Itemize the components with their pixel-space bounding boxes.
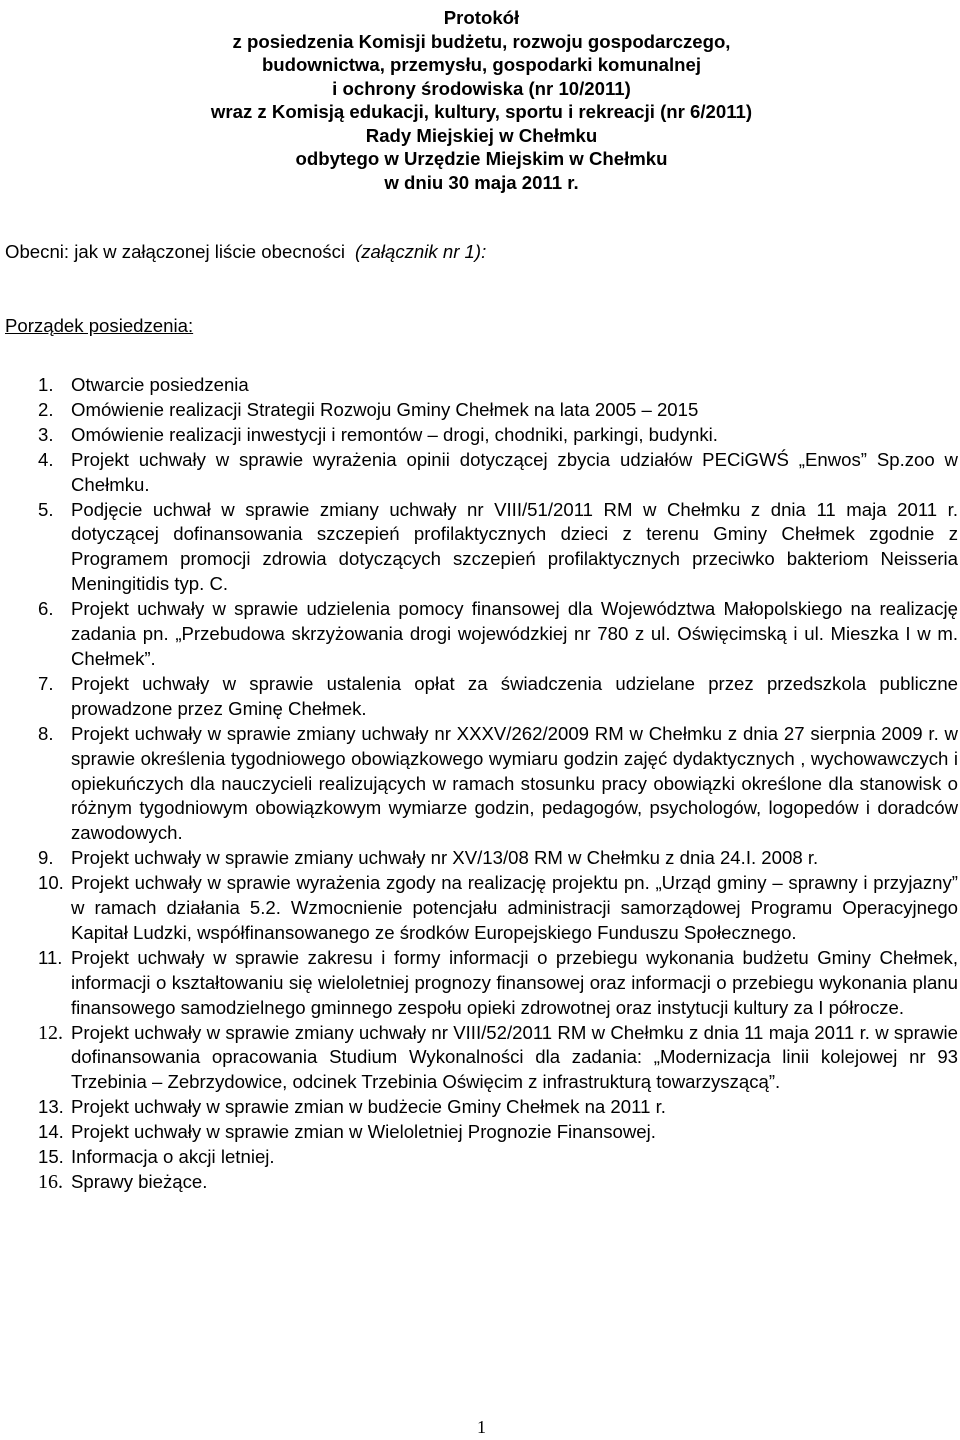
agenda-item-number: 10. [38, 872, 64, 894]
agenda-item [5, 846, 958, 871]
agenda-item-number: 15. [38, 1146, 64, 1168]
agenda-item-number: 12. [38, 1021, 63, 1044]
agenda-item [5, 597, 958, 672]
document-title [5, 6, 958, 194]
agenda-item-text: Projekt uchwały w sprawie zmian w budżecie Gminy Chełmek na 2011 r. [71, 1096, 666, 1118]
agenda-item-number: 13. [38, 1096, 64, 1118]
agenda-item [5, 398, 958, 423]
agenda-item-text: Sprawy bieżące. [71, 1171, 208, 1192]
attendance-note: (załącznik nr 1): [355, 241, 487, 262]
agenda-item-number: 6. [38, 598, 54, 620]
title-line: z posiedzenia Komisji budżetu, rozwoju gospodarczego, [232, 30, 731, 52]
agenda-item-number: 14. [38, 1121, 64, 1143]
agenda-item [5, 1095, 958, 1120]
attendance-label: Obecni: jak w załączonej liście obecności [5, 241, 346, 262]
agenda-item-number: 3. [38, 423, 54, 445]
agenda-item-text: Omówienie realizacji Strategii Rozwoju Gminy Chełmek na lata 2005 – 2015 [71, 398, 699, 420]
agenda-item-text: Projekt uchwały w sprawie zmiany uchwały nr XV/13/08 RM w Chełmku z dnia 24.I. 2008 r. [71, 847, 819, 869]
attendance-line [5, 240, 486, 264]
agenda-item [5, 423, 958, 448]
agenda-item-number: 2. [38, 398, 54, 420]
title-line: budownictwa, przemysłu, gospodarki komunalnej [261, 54, 702, 75]
agenda-item-text: Projekt uchwały w sprawie zakresu i formy informacji o przebiegu wykonania budżetu Gminy Chełmek, informacji o kształtowaniu się wieloletniej prognozy finansowej oraz informacji o przebiegu wykonania planu finansowego samodzielnego gminnego zespołu opieki zdrowotnej oraz instytucji kultury za I półrocze. [71, 946, 958, 1018]
agenda-item-text: Informacja o akcji letniej. [71, 1146, 275, 1168]
agenda-item-number: 11. [38, 946, 63, 968]
agenda-item [5, 498, 958, 598]
agenda-item [5, 1145, 958, 1170]
agenda-item-text: Omówienie realizacji inwestycji i remontów – drogi, chodniki, parkingi, budynki. [71, 423, 718, 445]
agenda-item-number: 7. [38, 672, 54, 694]
agenda-item-number: 8. [38, 722, 54, 744]
agenda-item-text: Projekt uchwały w sprawie wyrażenia zgody na realizację projektu pn. „Urząd gminy – sprawny i przyjazny” w ramach działania 5.2. Wzmocnienie potencjału administracji samorządowej Programu Operacyjnego Kapitał Ludzki, współfinansowanego ze środków Europejskiego Funduszu Społecznego. [71, 872, 958, 943]
agenda-list [5, 373, 958, 1195]
agenda-item-number: 1. [38, 374, 54, 395]
title-line: i ochrony środowiska (nr 10/2011) [332, 77, 631, 99]
title-line: odbytego w Urzędzie Miejskim w Chełmku [295, 148, 668, 169]
agenda-item [5, 946, 958, 1021]
agenda-item-number: 5. [38, 498, 54, 520]
agenda-item-number: 9. [38, 847, 54, 869]
agenda-item [5, 448, 958, 498]
agenda-item-text: Projekt uchwały w sprawie wyrażenia opinii dotyczącej zbycia udziałów PECiGWŚ „Enwos” Sp.zoo w Chełmku. [71, 448, 958, 495]
agenda-item [5, 1170, 958, 1195]
agenda-item-text: Podjęcie uchwał w sprawie zmiany uchwały nr VIII/51/2011 RM w Chełmku z dnia 11 maja 2011 r. dotyczącej dofinansowania szczepień profilaktycznych dzieci z terenu Gminy Chełmek zgodnie z Programem promocji zdrowia dotyczących szczepień profilaktycznych przeciwko bakteriom Neisseria Meningitidis typ. C. [71, 498, 958, 595]
agenda-item [5, 672, 958, 722]
title-line: Rady Miejskiej w Chełmku [365, 124, 598, 146]
agenda-item-text: Projekt uchwały w sprawie udzielenia pomocy finansowej dla Województwa Małopolskiego na realizację zadania pn. „Przebudowa skrzyżowania drogi wojewódzkiej nr 780 z ul. Oświęcimską i ul. Mieszka I w m. Chełmek”. [71, 598, 958, 669]
agenda-item [5, 1021, 958, 1096]
agenda-item-number: 16. [38, 1171, 63, 1193]
agenda-item [5, 722, 958, 847]
agenda-item-text: Projekt uchwały w sprawie zmian w Wieloletniej Prognozie Finansowej. [71, 1121, 656, 1143]
page-number: 1 [477, 1417, 486, 1437]
document-page [5, 0, 958, 1440]
title-line: wraz z Komisją edukacji, kultury, sportu i rekreacji (nr 6/2011) [210, 101, 753, 122]
agenda-item-text: Otwarcie posiedzenia [71, 374, 249, 395]
agenda-heading: Porządek posiedzenia: [5, 315, 194, 336]
agenda-item-text: Projekt uchwały w sprawie ustalenia opłat za świadczenia udzielane przez przedszkola publiczne prowadzone przez Gminę Chełmek. [71, 672, 958, 719]
title-line: Protokół [443, 7, 520, 28]
agenda-item [5, 871, 958, 946]
agenda-item [5, 1120, 958, 1145]
agenda-item-text: Projekt uchwały w sprawie zmiany uchwały nr XXXV/262/2009 RM w Chełmku z dnia 27 sierpnia 2009 r. w sprawie określenia tygodniowego obowiązkowego wymiaru godzin zajęć dydaktycznych , wychowawczych i opiekuńczych dla nauczycieli realizujących w ramach stosunku pracy obowiązki określone dla stanowisk o różnym tygodniowym obowiązkowym wymiarze godzin, pedagogów, psychologów, logopedów i doradców zawodowych. [71, 722, 958, 844]
agenda-item-text: Projekt uchwały w sprawie zmiany uchwały nr VIII/52/2011 RM w Chełmku z dnia 11 maja 2011 r. w sprawie dofinansowania opracowania Studium Wykonalności dla zadania: „Modernizacja linii kolejowej nr 93 Trzebinia – Zebrzydowice, odcinek Trzebinia Oświęcim z infrastrukturą towarzyszącą”. [71, 1021, 958, 1093]
agenda-item-number: 4. [38, 448, 54, 470]
agenda-item [5, 373, 958, 398]
title-line: w dniu 30 maja 2011 r. [384, 171, 579, 193]
